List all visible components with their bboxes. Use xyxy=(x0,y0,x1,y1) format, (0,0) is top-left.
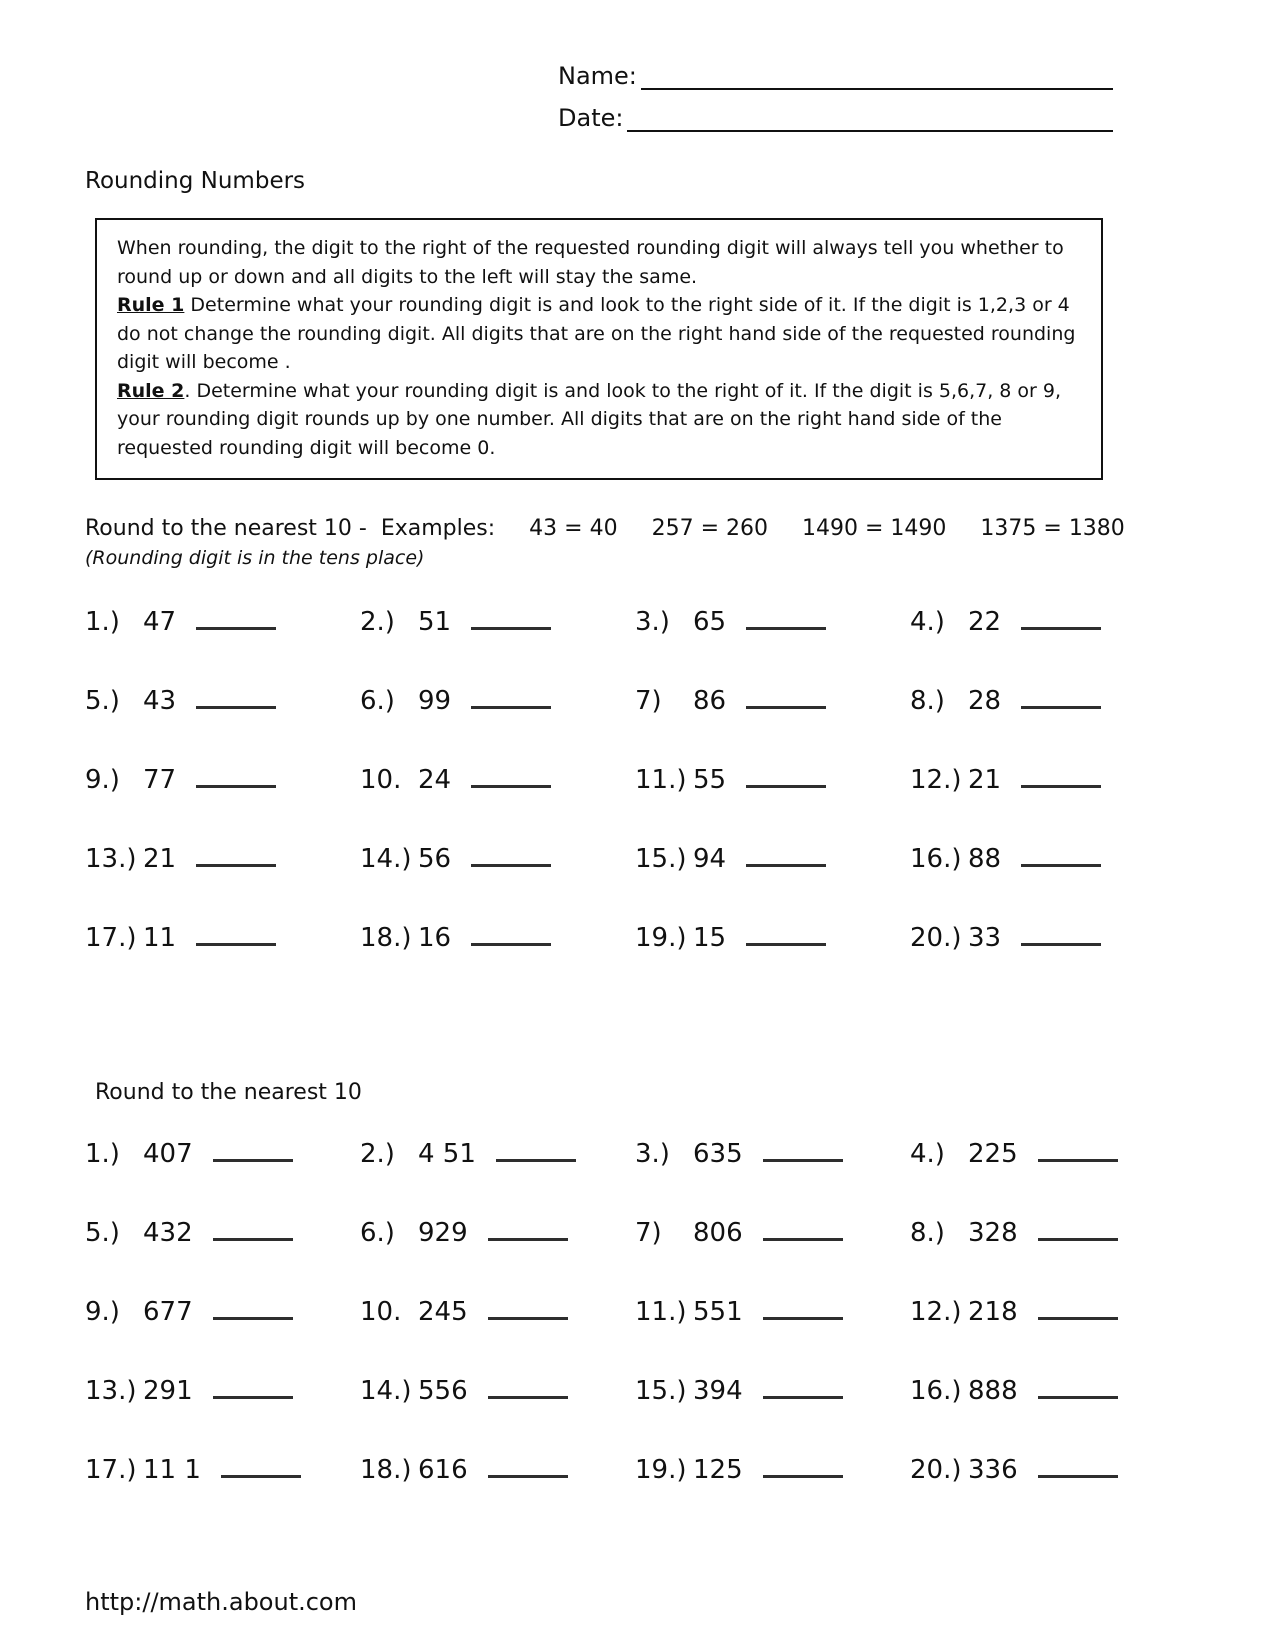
problem-label: 7) xyxy=(635,1218,662,1248)
problem-number: 432 xyxy=(143,1218,193,1248)
problem-number: 65 xyxy=(693,607,727,637)
page-title: Rounding Numbers xyxy=(85,168,306,194)
examples-label: Examples: xyxy=(380,516,496,541)
problem-item xyxy=(910,913,1185,953)
answer-blank xyxy=(1038,1287,1118,1320)
problem-label: 1.) xyxy=(85,607,120,637)
problem-number: 394 xyxy=(693,1376,743,1406)
problem-label: 10. xyxy=(360,765,402,795)
problem-label: 16.) xyxy=(910,1376,962,1406)
problem-item xyxy=(635,1287,910,1327)
date-field xyxy=(558,104,1113,132)
problem-item xyxy=(85,597,360,637)
problem-label: 15.) xyxy=(635,1376,687,1406)
problem-label: 10. xyxy=(360,1297,402,1327)
problem-number: 218 xyxy=(968,1297,1018,1327)
problem-item xyxy=(910,1366,1185,1406)
problem-number: 677 xyxy=(143,1297,193,1327)
problem-number: 24 xyxy=(418,765,452,795)
answer-blank xyxy=(1021,676,1101,709)
problem-label: 9.) xyxy=(85,765,120,795)
problem-number: 21 xyxy=(968,765,1002,795)
problem-item xyxy=(635,755,910,795)
name-field-line xyxy=(641,62,1113,90)
answer-blank xyxy=(471,913,551,946)
answer-blank xyxy=(1038,1129,1118,1162)
problem-label: 13.) xyxy=(85,844,137,874)
problem-label: 12.) xyxy=(910,1297,962,1327)
answer-blank xyxy=(763,1129,843,1162)
problem-number: 888 xyxy=(968,1376,1018,1406)
problem-label: 6.) xyxy=(360,1218,395,1248)
problem-item xyxy=(635,834,910,874)
problem-number: 616 xyxy=(418,1455,468,1485)
name-field-label: Name: xyxy=(558,62,637,90)
rules-box xyxy=(95,218,1103,480)
problem-label: 14.) xyxy=(360,1376,412,1406)
answer-blank xyxy=(196,755,276,788)
examples-list xyxy=(495,516,1125,541)
answer-blank xyxy=(488,1208,568,1241)
name-field xyxy=(558,62,1113,90)
section-2-problems xyxy=(85,1129,1185,1524)
section-1-problems xyxy=(85,597,1185,992)
answer-blank xyxy=(471,676,551,709)
problem-label: 14.) xyxy=(360,844,412,874)
problem-label: 20.) xyxy=(910,1455,962,1485)
footer-url: http://math.about.com xyxy=(85,1588,357,1616)
problem-number: 635 xyxy=(693,1139,743,1169)
problem-item xyxy=(360,1366,635,1406)
problem-item xyxy=(910,597,1185,637)
example-pair: 1490 = 1490 xyxy=(802,516,947,541)
problem-number: 125 xyxy=(693,1455,743,1485)
problem-item xyxy=(910,676,1185,716)
rule-2 xyxy=(117,377,1081,463)
date-field-line xyxy=(627,104,1113,132)
problem-number: 929 xyxy=(418,1218,468,1248)
problem-label: 15.) xyxy=(635,844,687,874)
answer-blank xyxy=(488,1287,568,1320)
answer-blank xyxy=(1038,1445,1118,1478)
problem-label: 19.) xyxy=(635,1455,687,1485)
problem-item xyxy=(85,913,360,953)
section-1-heading: Round to the nearest 10 - xyxy=(85,516,367,541)
problem-item xyxy=(85,834,360,874)
rule-2-label: Rule 2 xyxy=(117,379,185,402)
problem-label: 11.) xyxy=(635,765,687,795)
problem-number: 15 xyxy=(693,923,727,953)
rule-1-label: Rule 1 xyxy=(117,294,185,316)
problem-item xyxy=(360,755,635,795)
answer-blank xyxy=(471,597,551,630)
problem-item xyxy=(360,1287,635,1327)
problem-number: 43 xyxy=(143,686,177,716)
rule-1 xyxy=(117,291,1081,377)
problem-label: 11.) xyxy=(635,1297,687,1327)
problem-number: 11 1 xyxy=(143,1455,201,1485)
answer-blank xyxy=(196,597,276,630)
problem-item xyxy=(85,676,360,716)
problem-item xyxy=(635,676,910,716)
problem-number: 225 xyxy=(968,1139,1018,1169)
problem-item xyxy=(360,597,635,637)
problem-number: 28 xyxy=(968,686,1002,716)
problem-item xyxy=(910,755,1185,795)
problem-number: 99 xyxy=(418,686,452,716)
answer-blank xyxy=(196,676,276,709)
rule-1-text: Determine what your rounding digit is and look to the right side of it. If the digit is 1,2,3 or 4 do not change the rounding digit. All digits that are on the right hand side of the requested rounding digit will become . xyxy=(117,294,1076,373)
problem-label: 3.) xyxy=(635,1139,670,1169)
problem-number: 21 xyxy=(143,844,177,874)
problem-label: 9.) xyxy=(85,1297,120,1327)
problem-label: 5.) xyxy=(85,1218,120,1248)
problem-item xyxy=(360,834,635,874)
example-pair: 43 = 40 xyxy=(529,516,618,541)
header xyxy=(0,0,1275,132)
problem-number: 291 xyxy=(143,1376,193,1406)
date-field-label: Date: xyxy=(558,104,624,132)
problem-item xyxy=(360,913,635,953)
example-pair: 257 = 260 xyxy=(651,516,768,541)
answer-blank xyxy=(196,834,276,867)
problem-label: 12.) xyxy=(910,765,962,795)
problem-number: 551 xyxy=(693,1297,743,1327)
section-2-heading: Round to the nearest 10 xyxy=(95,1080,362,1105)
answer-blank xyxy=(221,1445,301,1478)
answer-blank xyxy=(213,1366,293,1399)
answer-blank xyxy=(1021,597,1101,630)
problem-number: 556 xyxy=(418,1376,468,1406)
answer-blank xyxy=(496,1129,576,1162)
example-pair: 1375 = 1380 xyxy=(980,516,1125,541)
problem-number: 245 xyxy=(418,1297,468,1327)
problem-number: 328 xyxy=(968,1218,1018,1248)
answer-blank xyxy=(1021,834,1101,867)
problem-label: 4.) xyxy=(910,1139,945,1169)
problem-item xyxy=(910,1445,1185,1485)
problem-label: 1.) xyxy=(85,1139,120,1169)
problem-item xyxy=(635,1129,910,1169)
problem-label: 18.) xyxy=(360,1455,412,1485)
answer-blank xyxy=(746,597,826,630)
problem-label: 2.) xyxy=(360,1139,395,1169)
problem-number: 86 xyxy=(693,686,727,716)
problem-label: 4.) xyxy=(910,607,945,637)
problem-item xyxy=(360,1208,635,1248)
problem-label: 6.) xyxy=(360,686,395,716)
problem-item xyxy=(910,1208,1185,1248)
problem-label: 5.) xyxy=(85,686,120,716)
problem-label: 8.) xyxy=(910,686,945,716)
problem-item xyxy=(85,1366,360,1406)
problem-label: 2.) xyxy=(360,607,395,637)
answer-blank xyxy=(1038,1366,1118,1399)
answer-blank xyxy=(1021,755,1101,788)
problem-label: 3.) xyxy=(635,607,670,637)
answer-blank xyxy=(746,755,826,788)
answer-blank xyxy=(471,834,551,867)
problem-item xyxy=(635,1366,910,1406)
answer-blank xyxy=(1021,913,1101,946)
problem-number: 47 xyxy=(143,607,177,637)
problem-item xyxy=(910,1287,1185,1327)
problem-number: 11 xyxy=(143,923,177,953)
problem-number: 336 xyxy=(968,1455,1018,1485)
answer-blank xyxy=(213,1287,293,1320)
problem-number: 77 xyxy=(143,765,177,795)
problem-label: 17.) xyxy=(85,1455,137,1485)
answer-blank xyxy=(763,1445,843,1478)
problem-item xyxy=(360,676,635,716)
problem-item xyxy=(85,1208,360,1248)
problem-item xyxy=(635,913,910,953)
problem-number: 33 xyxy=(968,923,1002,953)
rules-intro: When rounding, the digit to the right of the requested rounding digit will always tell you whether to round up or down and all digits to the left will stay the same. xyxy=(117,237,1064,288)
answer-blank xyxy=(746,834,826,867)
problem-label: 7) xyxy=(635,686,662,716)
problem-number: 4 51 xyxy=(418,1139,476,1169)
answer-blank xyxy=(763,1208,843,1241)
answer-blank xyxy=(213,1208,293,1241)
problem-label: 13.) xyxy=(85,1376,137,1406)
problem-item xyxy=(910,834,1185,874)
problem-item xyxy=(635,1445,910,1485)
answer-blank xyxy=(196,913,276,946)
problem-item xyxy=(85,755,360,795)
problem-label: 8.) xyxy=(910,1218,945,1248)
answer-blank xyxy=(763,1366,843,1399)
problem-label: 19.) xyxy=(635,923,687,953)
problem-label: 20.) xyxy=(910,923,962,953)
problem-number: 806 xyxy=(693,1218,743,1248)
problem-label: 17.) xyxy=(85,923,137,953)
problem-item xyxy=(635,1208,910,1248)
problem-item xyxy=(360,1129,635,1169)
problem-number: 55 xyxy=(693,765,727,795)
problem-number: 94 xyxy=(693,844,727,874)
problem-label: 16.) xyxy=(910,844,962,874)
problem-number: 88 xyxy=(968,844,1002,874)
problem-item xyxy=(910,1129,1185,1169)
problem-number: 22 xyxy=(968,607,1002,637)
answer-blank xyxy=(763,1287,843,1320)
problem-number: 16 xyxy=(418,923,452,953)
answer-blank xyxy=(746,676,826,709)
problem-number: 56 xyxy=(418,844,452,874)
problem-item xyxy=(85,1287,360,1327)
answer-blank xyxy=(488,1445,568,1478)
problem-label: 18.) xyxy=(360,923,412,953)
answer-blank xyxy=(1038,1208,1118,1241)
problem-number: 407 xyxy=(143,1139,193,1169)
problem-item xyxy=(360,1445,635,1485)
problem-item xyxy=(85,1445,360,1485)
section-1-note: (Rounding digit is in the tens place) xyxy=(85,547,425,569)
section-1-heading-row xyxy=(85,516,1275,541)
problem-item xyxy=(85,1129,360,1169)
problem-item xyxy=(635,597,910,637)
answer-blank xyxy=(746,913,826,946)
answer-blank xyxy=(488,1366,568,1399)
answer-blank xyxy=(471,755,551,788)
answer-blank xyxy=(213,1129,293,1162)
problem-number: 51 xyxy=(418,607,452,637)
rule-2-text: . Determine what your rounding digit is and look to the right of it. If the digit is 5,6,7, 8 or 9, your rounding digit rounds up by one number. All digits that are on the right hand side of the requested rounding digit will become 0. xyxy=(117,379,1062,459)
